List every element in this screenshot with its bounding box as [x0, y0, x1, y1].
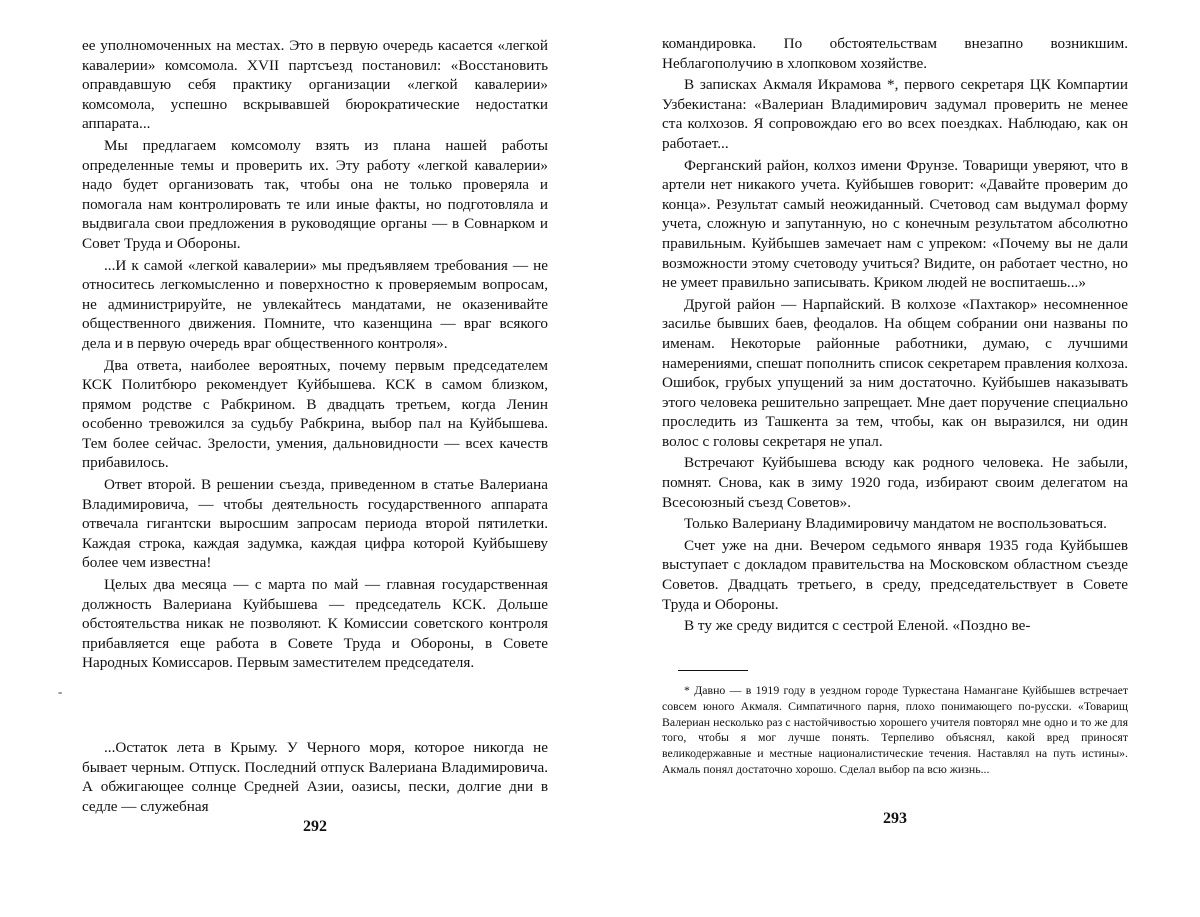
left-page-text-block-1: [82, 36, 548, 673]
paragraph: Два ответа, наиболее вероятных, почему первым председателем КСК Политбюро рекомендует Куйбышева. КСК в самом близком, прямом родстве с Рабкрином. В двадцать третьем, когда Ленин особенно тревожился за судьбу Рабкрина, выбор пал на Куйбышева. Тем более сейчас. Зрелости, умения, дальновидности — всех качеств прибавилось.: [82, 356, 548, 472]
page-number: 292: [303, 818, 327, 835]
paragraph: В записках Акмаля Икрамова *, первого секретаря ЦК Компартии Узбекистана: «Валериан Владимирович задумал проверить не менее ста колхозов. Я сопровождаю его во всех поездках. Наблюдаю, как он работает...: [662, 76, 1128, 152]
footnote-rule: [678, 670, 748, 671]
paragraph: В ту же среду видится с сестрой Еленой. «Поздно ве-: [684, 617, 1031, 635]
paragraph: Счет уже на дни. Вечером седьмого января 1935 года Куйбышев выступает с докладом правительства на Московском областном съезде Советов. Двадцать третьего, в среду, председательствует в Совете Труда и Обороны.: [662, 536, 1128, 613]
paragraph: ...И к самой «легкой кавалерии» мы предъявляем требования — не относитесь легкомысленно и поверхностно к проверяемым вопросам, не администрируйте, не увлекайтесь мандатами, не оказенивайте общественного движения. Помните, что казенщина — враг всякого дела и в первую очередь враг общественного контроля».: [82, 256, 548, 352]
page-number: 293: [883, 810, 907, 827]
paragraph: Другой район — Нарпайский. В колхозе «Пахтакор» несомненное засилье бывших баев, феодалов. На общем собрании они названы по именам. Некоторые районные работники, думаю, с лучшими намерениями, спешат пополнить список секретарем правления колхоза. Ошибок, грубых упущений за ним достаточно. Куйбышев наказывать этого человека решительно запрещает. Мне дает поручение специально проследить из Ташкента за тем, чтобы, как он выразился, ни один волос с головы секретаря не упал.: [662, 295, 1128, 450]
right-page-text-block: [662, 34, 1128, 636]
paragraph: Встречают Куйбышева всюду как родного человека. Не забыли, помнят. Снова, как в зиму 1920 года, избирают своим делегатом на Всесоюзный съезд Советов».: [662, 454, 1128, 511]
paragraph: ...Остаток лета в Крыму. У Черного моря, которое никогда не бывает черным. Отпуск. Последний отпуск Валериана Владимировича. А обжигающее солнце Средней Азии, оазисы, пески, долгие дни в седле — служебная: [82, 739, 548, 815]
footnote-text: * Давно — в 1919 году в уездном городе Туркестана Намангане Куйбышев встречает совсем юного Акмаля. Симпатичного парня, плохо понимающего по-русски. «Товарищ Валериан несколько раз с настойчивостью хорошего учителя повторял мне одно и то же для того, чтобы я мог лучше понять. Терпеливо объяснял, какой вред приносят великодержавные и местные националистические течения. Наставлял на путь истины». Акмаль понял достаточно хорошо. Сделал выбор па всю жизнь...: [662, 683, 1128, 776]
paragraph: Ферганский район, колхоз имени Фрунзе. Товарищи уверяют, что в артели нет никакого учета. Куйбышев говорит: «Давайте проверим до конца». Результат самый неожиданный. Счетовод сам выдумал форму учета, сложную и запутанную, но с конечным результатом абсолютно правильным. Куйбышев замечает нам с упреком: «Почему вы не дали возможности этому счетоводу учиться? Видите, он работает честно, но не умеет правильно записывать. Криком людей не воспитаешь...»: [662, 156, 1128, 292]
paragraph: Целых два месяца — с марта по май — главная государственная должность Валериана Куйбышева — председатель КСК. Дольше обстоятельства никак не позволяют. К Комиссии советского контроля прибавляется еще работа в Совете Труда и Обороны, в Совете Народных Комиссаров. Первым заместителем председателя.: [82, 576, 548, 672]
paragraph: ее уполномоченных на местах. Это в первую очередь касается «легкой кавалерии» комсомола. XVII партсъезд постановил: «Восстановить оправдавшую себя практику организации «легкой кавалерии» комсомола, успешно вскрывавшей бюрократические недостатки аппарата...: [82, 37, 548, 133]
footnote: [662, 683, 1128, 778]
paragraph: командировка. По обстоятельствам внезапно возникшим. Неблагополучию в хлопковом хозяйстве.: [662, 35, 1128, 72]
paragraph: Только Валериану Владимировичу мандатом не воспользоваться.: [684, 515, 1107, 533]
paragraph: Мы предлагаем комсомолу взять из плана нашей работы определенные темы и проверить их. Эту работу «легкой кавалерии» надо будет организовать так, чтобы она не только проверяла и помогала нам контролировать те или иные факты, но подготовляла и выдвигала свои предложения в руководящие органы — в Совнарком и Совет Труда и Обороны.: [82, 136, 548, 252]
paragraph: Ответ второй. В решении съезда, приведенном в статье Валериана Владимировича, — чтобы деятельность государственного аппарата отвечала гигантски выросшим запросам периода второй пятилетки. Каждая строка, каждая задумка, каждая цифра которой Куйбышеву более чем известна!: [82, 476, 548, 572]
margin-mark: -: [58, 684, 63, 699]
left-page-text-block-2: [82, 738, 548, 816]
